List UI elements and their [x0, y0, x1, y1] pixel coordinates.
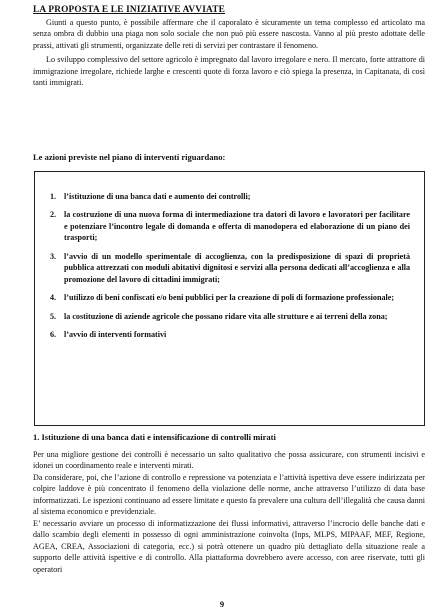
list-item-text: la costituzione di aziende agricole che possano ridare vita alle strutture e ai terreni della zona;	[64, 311, 388, 321]
body-paragraph: Per una migliore gestione dei controlli è necessario un salto qualitativo che possa assicurare, con strumenti incisivi e idonei un coordinamento reale e interventi mirati.	[33, 450, 425, 471]
body-paragraph: Da considerare, poi, che l’azione di controllo e repressione va potenziata e l’attività ispettiva deve essere indirizzata per colpire laddove è più concentrato il fenomeno della violazione delle norme, anche attraverso l’utilizzo di data base informatizzati. Le ispezioni continuano ad essere limitate e questo fa prevalere una cultura dell’illegalità che causa danni al sistema economico e previdenziale.	[33, 472, 425, 517]
body-paragraph: E’ necessario avviare un processo di informatizzazione dei flussi informativi, attraverso l’incrocio delle banche dati e dallo scambio degli elementi in possesso di ogni amministrazione coinvolta (Inps, MLPS, MIPAAF, MEF, Regione, AGEA, CREA, Associazioni di categoria, ecc.) si potrà ottenere un quadro più dettagliato della situazione reale a supporto delle attività ispettive e di controllo. Alla piattaforma dovrebbero avere accesso, con aree riservate, tutti gli operatori	[33, 518, 425, 574]
list-item	[50, 209, 410, 243]
list-item-text: l’avvio di un modello sperimentale di accoglienza, con la predisposizione di spazi di proprietà pubblica attrezzati con moduli abitativi dignitosi e servizi alla persona dedicati all’accoglienza e alla promozione del lavoro di cittadini immigrati;	[64, 251, 410, 284]
list-item-number: 3.	[50, 251, 57, 261]
list-item	[50, 311, 410, 322]
list-item	[50, 191, 410, 202]
list-item-number: 6.	[50, 330, 57, 340]
list-item-number: 4.	[50, 293, 57, 303]
actions-title: Le azioni previste nel piano di interventi riguardano:	[33, 152, 226, 162]
list-item-number: 5.	[50, 311, 57, 321]
list-item-text: l’avvio di interventi formativi	[64, 330, 167, 340]
list-item-number: 2.	[50, 210, 57, 220]
intro-text	[33, 17, 425, 92]
section-heading: LA PROPOSTA E LE INIZIATIVE AVVIATE	[33, 5, 226, 15]
list-item	[50, 251, 410, 285]
actions-list	[50, 191, 410, 348]
list-item-number: 1.	[50, 192, 57, 201]
list-item	[50, 329, 410, 340]
actions-box	[34, 171, 425, 426]
intro-paragraph: Giunti a questo punto, è possibile affermare che il caporalato è sicuramente un tema complesso ed articolato ma senza ombra di dubbio una piaga non solo sociale che non può più essere nascosta. Vanno al più presto adottate delle prassi, attivati gli strumenti, organizzate delle reti di servizi per contrastare il fenomeno.	[33, 18, 425, 50]
list-item-text: la costruzione di una nuova forma di intermediazione tra datori di lavoro e lavoratori per facilitare e potenziare l’incontro legale di domanda e offerta di manodopera ed elaborazione di un piano dei trasporti;	[64, 210, 410, 243]
intro-paragraph: Lo sviluppo complessivo del settore agricolo è impregnato dal lavoro irregolare e nero. Il mercato, forte attrattore di immigrazione irregolare, richiede larghe e crescenti quote di forza lavoro e ciò spiega la presenza, in Capitanata, di così tanti immigrati.	[33, 55, 425, 88]
subsection-title: 1. Istituzione di una banca dati e intensificazione di controlli mirati	[33, 432, 276, 442]
list-item-text: l’istituzione di una banca dati e aumento dei controlli;	[64, 192, 251, 201]
body-text	[33, 449, 425, 575]
list-item-text: l’utilizzo di beni confiscati e/o beni pubblici per la creazione di poli di formazione professionale;	[64, 293, 395, 303]
list-item	[50, 292, 410, 303]
page-number: 9	[219, 599, 225, 609]
